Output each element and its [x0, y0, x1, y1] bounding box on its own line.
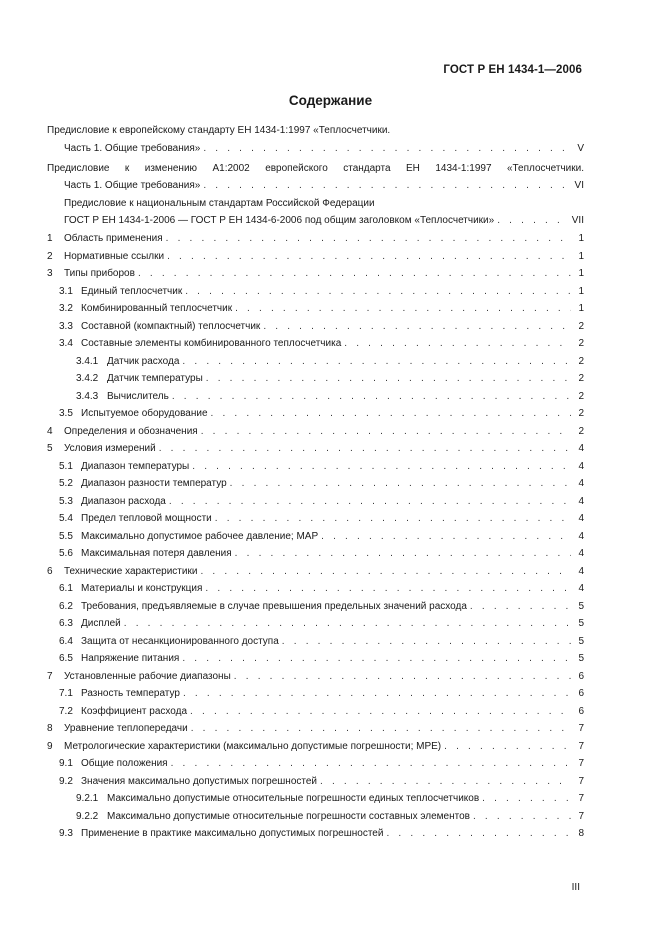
toc-entry-3-4-3[interactable] — [47, 388, 584, 406]
word: Предисловие — [47, 163, 110, 174]
entry-page: VII — [571, 215, 584, 226]
toc-entry-3-4[interactable] — [47, 335, 584, 353]
entry-number: 5.1 — [59, 461, 73, 472]
entry-title: Часть 1. Общие требования» — [64, 180, 201, 191]
entry-page: 2 — [578, 408, 584, 419]
entry-page: 2 — [578, 373, 584, 384]
word: изменению — [144, 163, 198, 174]
entry-page: 1 — [578, 251, 584, 262]
entry-page: 2 — [578, 321, 584, 332]
toc-entry-5-6[interactable] — [47, 545, 584, 563]
entry-page: 1 — [578, 233, 584, 244]
page-number: III — [571, 882, 580, 893]
dot-leader — [230, 475, 571, 493]
toc-entry-5-2[interactable] — [47, 475, 584, 493]
dot-leader — [203, 177, 571, 195]
dot-leader — [191, 720, 571, 738]
toc-entry-6-1[interactable] — [47, 580, 584, 598]
dot-leader — [470, 598, 571, 616]
entry-title: Условия измерений — [64, 443, 156, 454]
entry-title: Требования, предъявляемые в случае превышения предельных значений расхода — [81, 601, 467, 612]
entry-page: 6 — [578, 671, 584, 682]
preface-entry-2[interactable] — [47, 177, 584, 195]
toc-entry-7-2[interactable] — [47, 703, 584, 721]
dot-leader — [192, 458, 571, 476]
entry-title: Дисплей — [81, 618, 121, 629]
entry-number: 5.4 — [59, 513, 73, 524]
entry-number: 5.3 — [59, 496, 73, 507]
dot-leader — [124, 615, 571, 633]
entry-number: 5.5 — [59, 531, 73, 542]
entry-number: 4 — [47, 426, 53, 437]
entry-title: Коэффициент расхода — [81, 706, 188, 717]
dot-leader — [190, 703, 571, 721]
entry-page: V — [577, 143, 584, 154]
toc-entry-6-3[interactable] — [47, 615, 584, 633]
entry-page: 5 — [578, 653, 584, 664]
toc-entry-9-2-1[interactable] — [47, 790, 584, 808]
toc-entry-3-3[interactable] — [47, 318, 584, 336]
entry-title: Испытуемое оборудование — [81, 408, 208, 419]
document-code: ГОСТ Р ЕН 1434-1—2006 — [443, 64, 582, 76]
entry-title: Разность температур — [81, 688, 180, 699]
entry-number: 3.4.1 — [76, 356, 99, 367]
entry-number: 5.6 — [59, 548, 73, 559]
entry-title: Единый теплосчетчик — [81, 286, 183, 297]
preface-entry-3[interactable] — [47, 212, 584, 230]
entry-page: 4 — [578, 531, 584, 542]
entry-title: ГОСТ Р ЕН 1434-1-2006 — ГОСТ Р ЕН 1434-6-2006 под общим заголовком «Теплосчетчики» — [64, 215, 495, 226]
entry-page: 4 — [578, 461, 584, 472]
entry-title: Напряжение питания — [81, 653, 180, 664]
word: стандарта — [343, 163, 391, 174]
entry-page: 4 — [578, 583, 584, 594]
entry-number: 3.4 — [59, 338, 73, 349]
entry-title: Нормативные ссылки — [64, 251, 165, 262]
entry-title: Диапазон температуры — [81, 461, 190, 472]
toc-entry-3-4-1[interactable] — [47, 353, 584, 371]
entry-number: 9.2.2 — [76, 811, 99, 822]
entry-number: 3 — [47, 268, 53, 279]
dot-leader — [182, 353, 571, 371]
entry-title: Типы приборов — [64, 268, 135, 279]
toc-entry-7-1[interactable] — [47, 685, 584, 703]
entry-title: Применение в практике максимально допустимых погрешностей — [81, 828, 384, 839]
dot-leader — [200, 563, 571, 581]
dot-leader — [473, 808, 571, 826]
entry-page: 1 — [578, 268, 584, 279]
entry-title: Часть 1. Общие требования» — [64, 143, 201, 154]
entry-number: 3.5 — [59, 408, 73, 419]
entry-page: VI — [574, 180, 584, 191]
entry-page: 4 — [578, 548, 584, 559]
toc-entry-6-4[interactable] — [47, 633, 584, 651]
entry-page: 4 — [578, 443, 584, 454]
entry-title: Значения максимально допустимых погрешностей — [81, 776, 318, 787]
word: европейского — [265, 163, 328, 174]
entry-number: 6.4 — [59, 636, 73, 647]
entry-page: 6 — [578, 688, 584, 699]
entry-title: Метрологические характеристики (максимально допустимые погрешности; МРЕ) — [64, 741, 442, 752]
toc-entry-6-5[interactable] — [47, 650, 584, 668]
dot-leader — [167, 248, 571, 266]
entry-title: Датчик температуры — [107, 373, 203, 384]
dot-leader — [159, 440, 571, 458]
entry-number: 6 — [47, 566, 53, 577]
entry-number: 3.4.3 — [76, 391, 99, 402]
dot-leader — [172, 388, 571, 406]
entry-number: 7.2 — [59, 706, 73, 717]
dot-leader — [215, 510, 571, 528]
entry-title: Определения и обозначения — [64, 426, 198, 437]
dot-leader — [282, 633, 571, 651]
dot-leader — [497, 212, 569, 230]
toc-entry-5-4[interactable] — [47, 510, 584, 528]
toc-entry-6[interactable] — [47, 563, 584, 581]
dot-leader — [182, 650, 571, 668]
toc-entry-7[interactable] — [47, 668, 584, 686]
entry-page: 2 — [578, 391, 584, 402]
entry-title: Установленные рабочие диапазоны — [64, 671, 231, 682]
entry-title: Область применения — [64, 233, 163, 244]
entry-number: 3.4.2 — [76, 373, 99, 384]
toc-entry-5-3[interactable] — [47, 493, 584, 511]
entry-title: Максимально допустимые относительные погрешности составных элементов — [107, 811, 470, 822]
entry-page: 8 — [578, 828, 584, 839]
toc-entry-3-4-2[interactable] — [47, 370, 584, 388]
entry-number: 5.2 — [59, 478, 73, 489]
word: к — [124, 163, 130, 174]
word: А1:2002 — [212, 163, 250, 174]
entry-page: 5 — [578, 601, 584, 612]
entry-number: 9.3 — [59, 828, 73, 839]
toc-entry-3-2[interactable] — [47, 300, 584, 318]
entry-title: Составные элементы комбинированного теплосчетчика — [81, 338, 342, 349]
entry-page: 7 — [578, 811, 584, 822]
entry-number: 2 — [47, 251, 53, 262]
dot-leader — [263, 318, 571, 336]
entry-number: 9.2 — [59, 776, 73, 787]
entry-page: 4 — [578, 496, 584, 507]
toc-entry-1[interactable] — [47, 230, 584, 248]
entry-number: 3.3 — [59, 321, 73, 332]
entry-number: 3.2 — [59, 303, 73, 314]
toc-entry-2[interactable] — [47, 248, 584, 266]
entry-title: Общие положения — [81, 758, 168, 769]
entry-number: 7.1 — [59, 688, 73, 699]
entry-number: 9 — [47, 741, 53, 752]
entry-page: 7 — [578, 758, 584, 769]
word: «Теплосчетчики. — [506, 163, 584, 174]
dot-leader — [201, 423, 571, 441]
entry-page: 4 — [578, 566, 584, 577]
entry-page: 7 — [578, 723, 584, 734]
entry-page: 2 — [578, 356, 584, 367]
entry-number: 9.2.1 — [76, 793, 99, 804]
toc-entry-9[interactable] — [47, 738, 584, 756]
entry-title: Защита от несанкционированного доступа — [81, 636, 279, 647]
entry-page: 6 — [578, 706, 584, 717]
dot-leader — [321, 528, 571, 546]
entry-number: 7 — [47, 671, 53, 682]
toc-entry-9-2-2[interactable] — [47, 808, 584, 826]
entry-page: 2 — [578, 426, 584, 437]
entry-title: Уравнение теплопередачи — [64, 723, 188, 734]
entry-number: 6.2 — [59, 601, 73, 612]
dot-leader — [169, 493, 571, 511]
entry-number: 5 — [47, 443, 53, 454]
entry-title: Максимальная потеря давления — [81, 548, 232, 559]
entry-page: 4 — [578, 478, 584, 489]
entry-number: 9.1 — [59, 758, 73, 769]
entry-number: 1 — [47, 233, 53, 244]
entry-page: 1 — [578, 303, 584, 314]
word: 1434-1:1997 — [435, 163, 492, 174]
preface-entry-1[interactable] — [47, 140, 584, 158]
toc-entry-5[interactable] — [47, 440, 584, 458]
dot-leader — [138, 265, 571, 283]
dot-leader — [206, 370, 571, 388]
entry-title: Технические характеристики — [64, 566, 198, 577]
entry-page: 7 — [578, 741, 584, 752]
preface-line-3 — [47, 160, 584, 178]
page-title: Содержание — [288, 93, 373, 108]
toc-entry-3-5[interactable] — [47, 405, 584, 423]
entry-number: 6.5 — [59, 653, 73, 664]
entry-page: 5 — [578, 618, 584, 629]
entry-page: 2 — [578, 338, 584, 349]
dot-leader — [482, 790, 571, 808]
toc-entry-5-1[interactable] — [47, 458, 584, 476]
dot-leader — [203, 140, 571, 158]
dot-leader — [185, 283, 571, 301]
dot-leader — [235, 300, 571, 318]
toc-entry-3[interactable] — [47, 265, 584, 283]
dot-leader — [183, 685, 571, 703]
entry-title: Материалы и конструкция — [81, 583, 203, 594]
entry-title: Датчик расхода — [107, 356, 180, 367]
toc-entry-9-2[interactable] — [47, 773, 584, 791]
dot-leader — [166, 230, 571, 248]
dot-leader — [235, 545, 571, 563]
toc-entry-9-3[interactable] — [47, 825, 584, 843]
toc-entry-9-1[interactable] — [47, 755, 584, 773]
entry-page: 5 — [578, 636, 584, 647]
dot-leader — [444, 738, 571, 756]
dot-leader — [344, 335, 571, 353]
entry-number: 8 — [47, 723, 53, 734]
toc-entry-5-5[interactable] — [47, 528, 584, 546]
entry-page: 7 — [578, 793, 584, 804]
entry-title: Предел тепловой мощности — [81, 513, 212, 524]
entry-title: Максимально допустимое рабочее давление; МАР — [81, 531, 319, 542]
entry-title: Составной (компактный) теплосчетчик — [81, 321, 261, 332]
word: ЕН — [406, 163, 420, 174]
dot-leader — [386, 825, 571, 843]
entry-page: 7 — [578, 776, 584, 787]
entry-number: 6.1 — [59, 583, 73, 594]
toc-entry-8[interactable] — [47, 720, 584, 738]
dot-leader — [205, 580, 571, 598]
entry-number: 3.1 — [59, 286, 73, 297]
dot-leader — [211, 405, 571, 423]
entry-title: Комбинированный теплосчетчик — [81, 303, 233, 314]
entry-title: Диапазон разности температур — [81, 478, 227, 489]
entry-number: 6.3 — [59, 618, 73, 629]
entry-title: Диапазон расхода — [81, 496, 166, 507]
toc-entry-4[interactable] — [47, 423, 584, 441]
entry-page: 4 — [578, 513, 584, 524]
entry-title: Вычислитель — [107, 391, 169, 402]
dot-leader — [234, 668, 571, 686]
entry-title: Максимально допустимые относительные погрешности единых теплосчетчиков — [107, 793, 480, 804]
toc-entry-3-1[interactable] — [47, 283, 584, 301]
dot-leader — [171, 755, 571, 773]
entry-page: 1 — [578, 286, 584, 297]
dot-leader — [320, 773, 571, 791]
toc-entry-6-2[interactable] — [47, 598, 584, 616]
preface-line-5: Предисловие к национальным стандартам Российской Федерации — [64, 198, 375, 209]
preface-line-1: Предисловие к европейскому стандарту ЕН 1434-1:1997 «Теплосчетчики. — [47, 125, 391, 136]
